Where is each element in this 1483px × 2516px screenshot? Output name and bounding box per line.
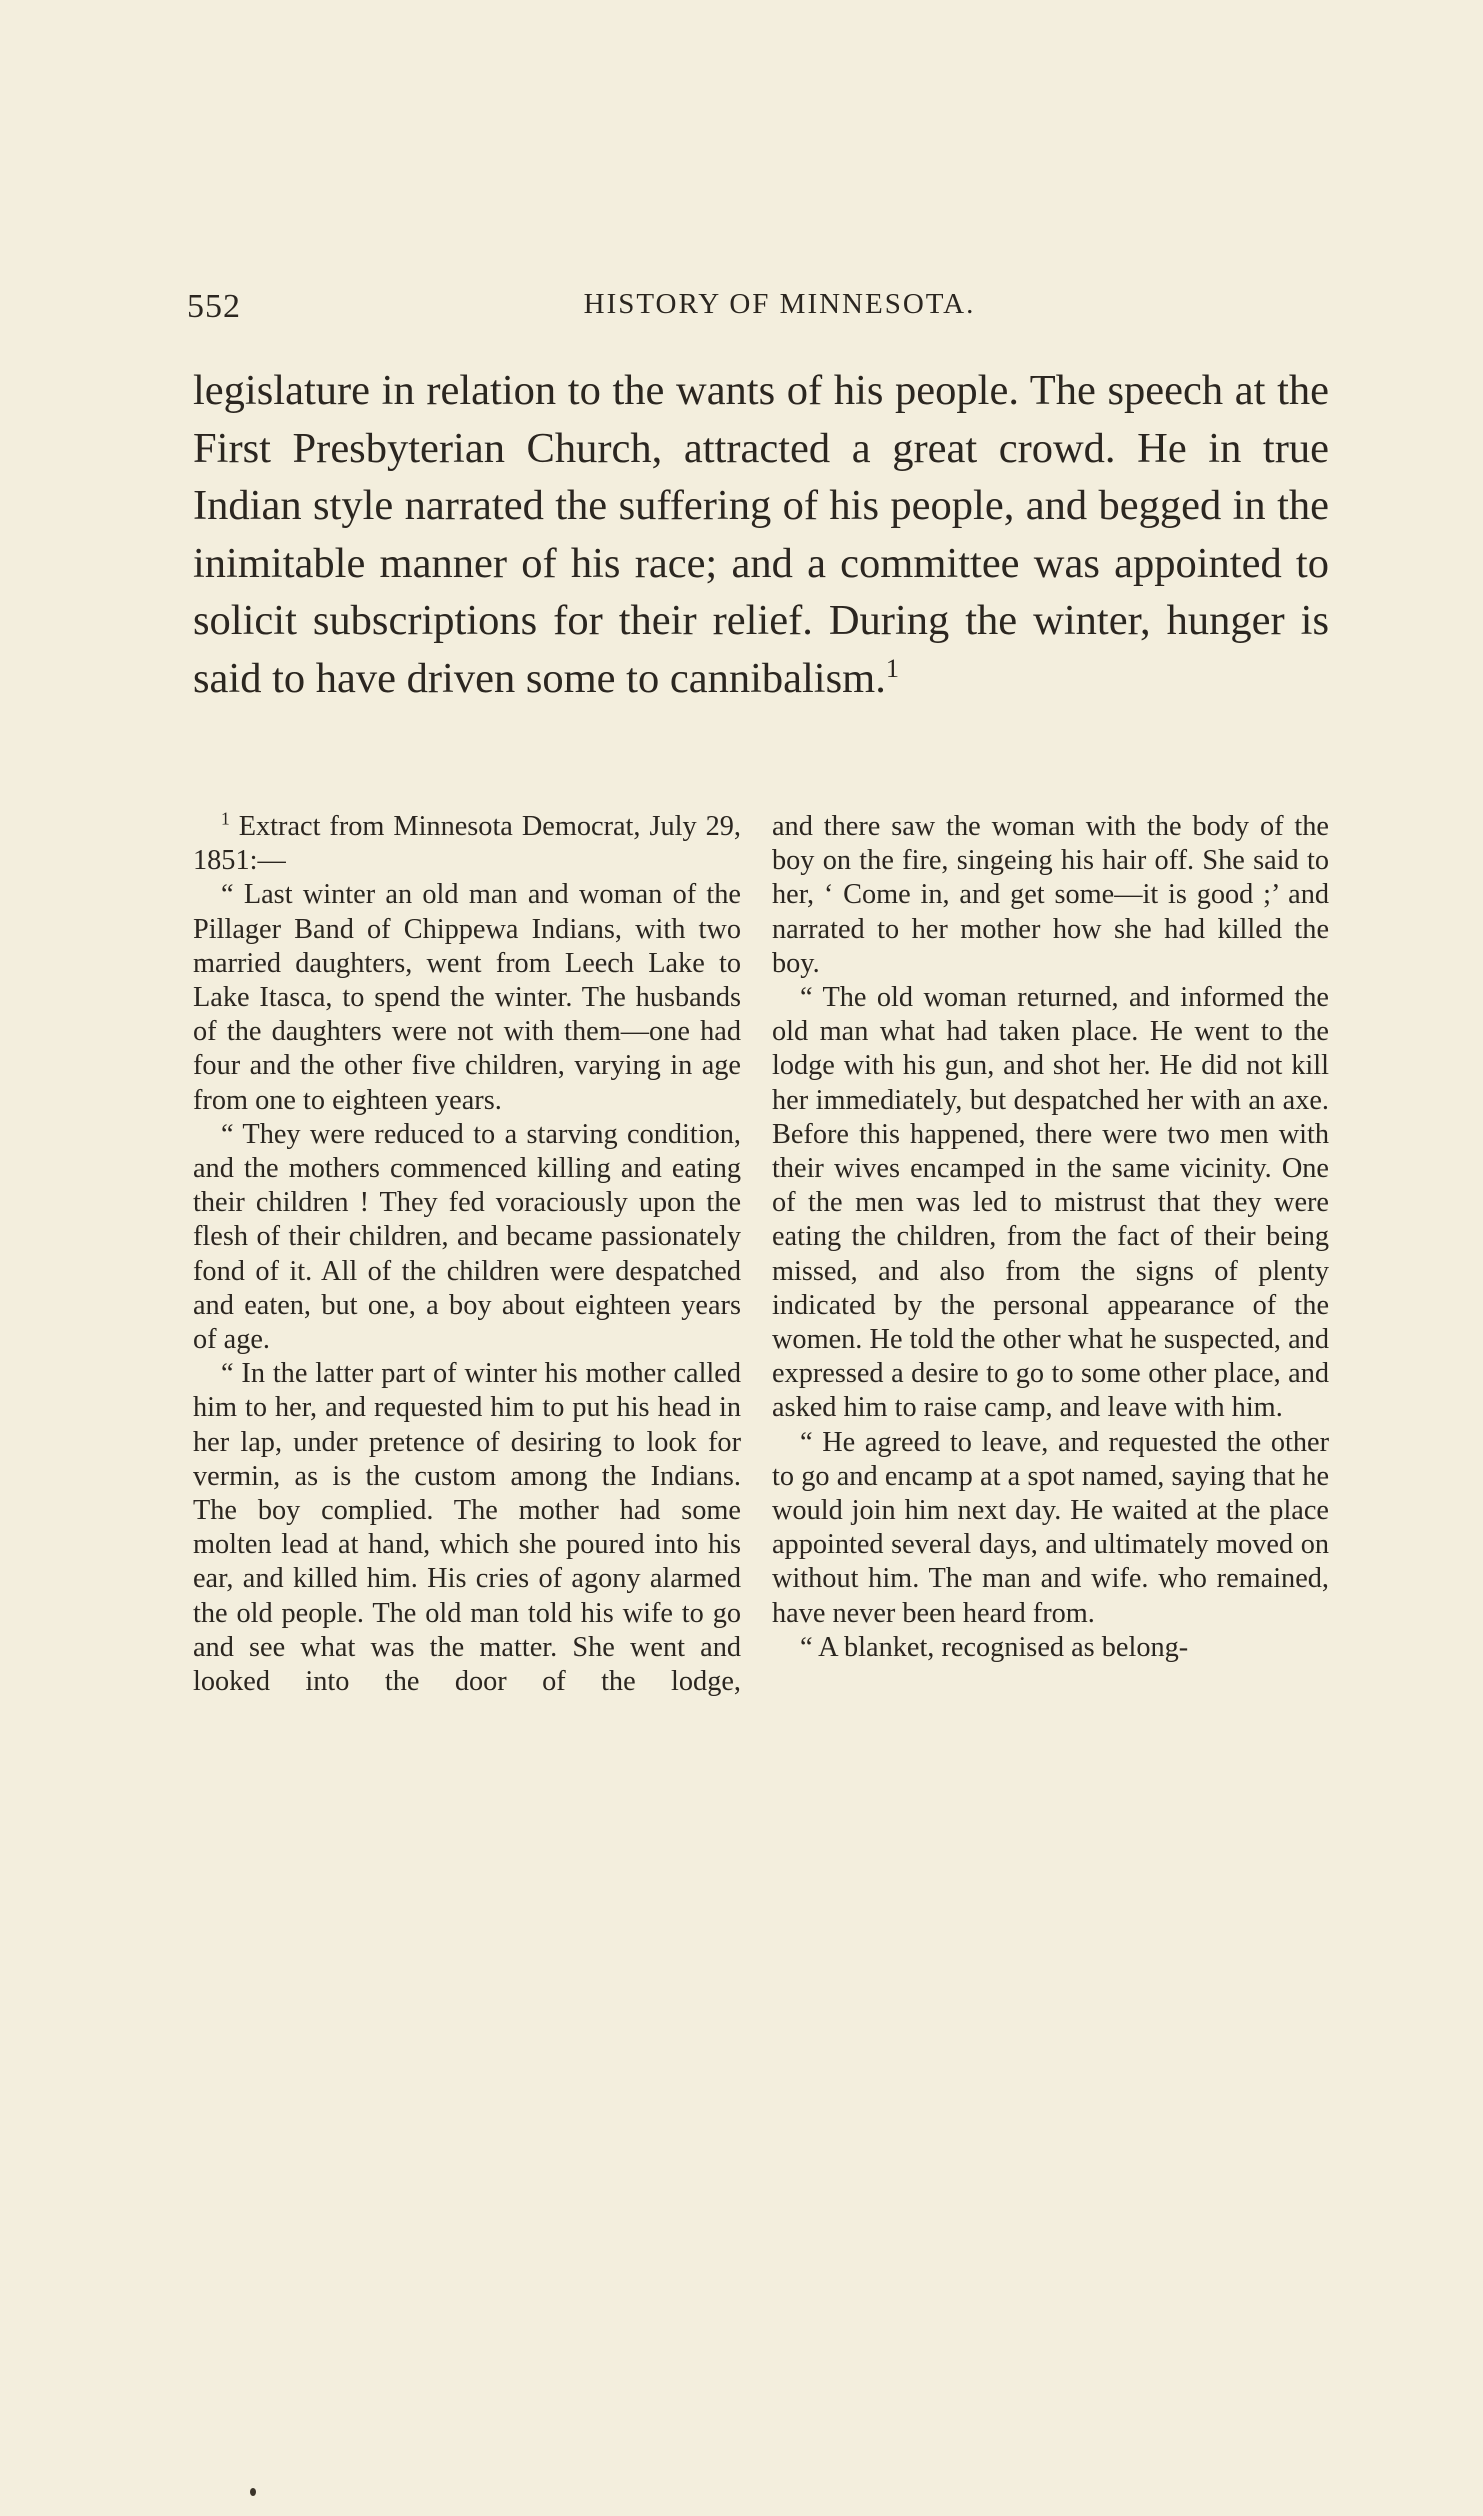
footnote-marker: 1 <box>221 808 230 829</box>
body-paragraph <box>193 362 1329 707</box>
footnote-reference: 1 <box>885 653 899 683</box>
footnote-column-right <box>772 810 1329 1665</box>
page-number: 552 <box>187 288 241 325</box>
ink-speck <box>250 2488 256 2496</box>
footnote-paragraph: “ Last winter an old man and woman of the Pillager Band of Chippewa Indians, with two married daughters, went from Leech Lake to Lake Itasca, to spend the winter. The husbands of the daughters were not with them—one had four and the other five children, varying in age from one to eighteen years. <box>193 879 741 1116</box>
footnote-paragraph: “ The old woman returned, and informed the old man what had taken place. He went to the lodge with his gun, and shot her. He did not kill her immediately, but despatched her with an axe. Before this happened, there were two men with their wives encamped in the same vicinity. One of the men was led to mistrust that they were eating the children, from the fact of their being missed, and also from the signs of plenty indicated by the personal appearance of the women. He told the other what he suspected, and expressed a desire to go to some other place, and asked him to raise camp, and leave with him. <box>772 982 1329 1424</box>
footnote-paragraph: “ He agreed to leave, and requested the other to go and encamp at a spot named, saying that he would join him next day. He waited at the place appointed several days, and ultimately moved on without him. The man and wife. who remained, have never been heard from. <box>772 1426 1329 1629</box>
footnote-text: Extract from Minnesota Democrat, July 29, 1851:— <box>193 811 741 877</box>
footnote-paragraph: and there saw the woman with the body of the boy on the fire, singeing his hair off. She said to her, ‘ Come in, and get some—it is good ;’ and narrated to her mother how she had killed the boy. <box>772 811 1329 979</box>
running-head: HISTORY OF MINNESOTA. <box>583 288 976 320</box>
page-header <box>187 288 1332 338</box>
footnote-paragraph <box>193 810 741 878</box>
footnote-paragraph: “ They were reduced to a starving condition, and the mothers commenced killing and eating their children ! They fed voraciously upon the flesh of their children, and became passionately fond of it. All of the children were despatched and eaten, but one, a boy about eighteen years of age. <box>193 1118 741 1356</box>
footnote-paragraph: “ A blanket, recognised as belong- <box>800 1631 1189 1663</box>
footnote-column-left <box>193 810 741 1699</box>
body-text: legislature in relation to the wants of his people. The speech at the First Presbyterian Church, attracted a great crowd. He in true Indian style narrated the suffering of his people, and begged in the inimitable manner of his race; and a committee was appointed to solicit subscriptions for their relief. During the winter, hunger is said to have driven some to cannibalism. <box>193 367 1329 702</box>
footnote-paragraph: “ In the latter part of winter his mother called him to her, and requested him to put his head in her lap, under pretence of desiring to look for vermin, as is the custom among the Indians. The boy complied. The mother had some molten lead at hand, which she poured into his ear, and killed him. His cries of agony alarmed the old people. The old man told his wife to go and see what was the matter. She went and looked into the door of the lodge, <box>193 1358 741 1698</box>
